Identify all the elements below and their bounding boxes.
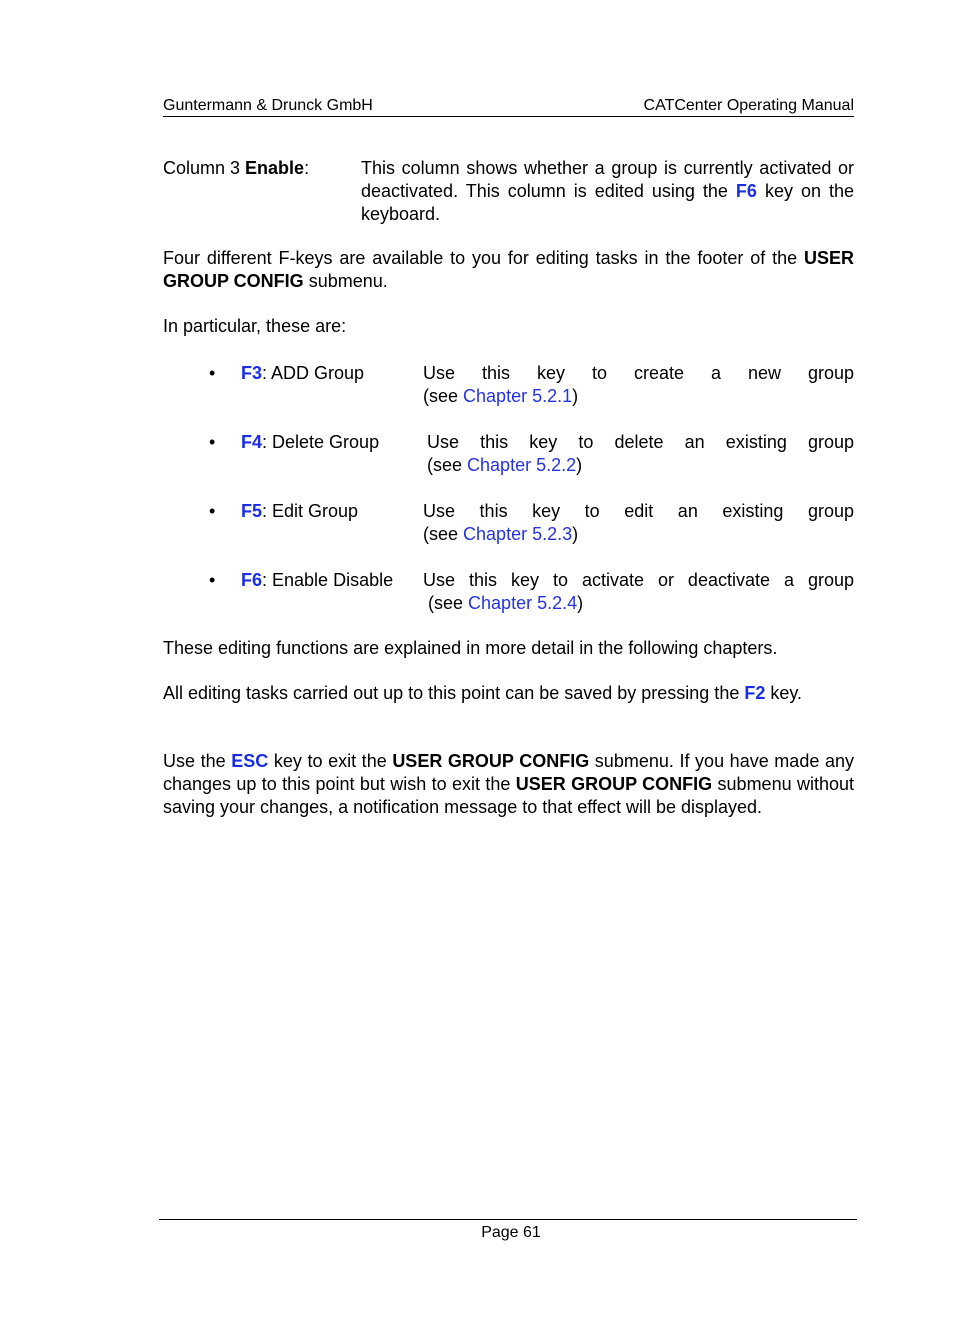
see-prefix: (see <box>423 524 464 544</box>
header-company: Guntermann & Drunck GmbH <box>163 97 373 114</box>
fkeys-text: Four different F-keys are available to you for editing tasks in the footer of the <box>163 248 804 268</box>
see-prefix: (see <box>427 455 468 475</box>
page-header <box>163 96 854 117</box>
bullet-label <box>241 431 379 454</box>
fkeys-paragraph <box>163 247 854 293</box>
bullet-label-text: : Delete Group <box>262 432 380 452</box>
chapter-link[interactable]: Chapter 5.2.4 <box>468 593 578 613</box>
esc-paragraph <box>163 750 854 819</box>
bullet-see <box>423 592 854 615</box>
bullet-label <box>241 569 393 592</box>
bullet-description <box>427 431 854 477</box>
f4-key: F4 <box>241 432 263 452</box>
bullet-see <box>427 454 854 477</box>
bullet-description <box>423 500 854 546</box>
bullet-desc-text: Use this key to delete an existing group <box>427 432 854 452</box>
bullet-label <box>241 362 364 385</box>
esc-text-1: Use the <box>163 751 232 771</box>
save-text-tail: key. <box>765 683 803 703</box>
f6-key-ref: F6 <box>735 181 757 201</box>
esc-text-3: submenu. If you have made any changes up to this point but wish to exit the <box>163 751 854 794</box>
bullet-icon: • <box>209 363 216 383</box>
chapter-link[interactable]: Chapter 5.2.1 <box>463 386 573 406</box>
see-suffix: ) <box>576 455 583 475</box>
fkeys-menu-name: USER GROUP CONFIG <box>163 248 854 291</box>
bullet-icon: • <box>209 570 216 590</box>
save-paragraph <box>163 682 854 705</box>
bullet-desc-text: Use this key to edit an existing group <box>423 501 854 521</box>
save-text: All editing tasks carried out up to this point can be saved by pressing the <box>163 683 745 703</box>
bullet-label-text: : Enable Disable <box>262 570 394 590</box>
header-manual-title: CATCenter Operating Manual <box>643 97 854 114</box>
esc-menu-name-2: USER GROUP CONFIG <box>515 774 713 794</box>
f6-key: F6 <box>241 570 263 590</box>
esc-key-ref: ESC <box>231 751 269 771</box>
column3-label-bold: Enable <box>245 158 305 178</box>
column3-label-suffix: : <box>304 158 310 178</box>
bullet-label-text: : Edit Group <box>262 501 359 521</box>
bullet-description <box>423 569 854 615</box>
see-suffix: ) <box>572 386 579 406</box>
f5-key: F5 <box>241 501 263 521</box>
bullet-desc-text: Use this key to activate or deactivate a group <box>423 570 854 590</box>
bullet-see <box>423 385 854 408</box>
column3-desc-text: This column shows whether a group is currently activated or deactivated. This column is edited using the <box>361 158 854 201</box>
see-prefix: (see <box>423 386 464 406</box>
explained-paragraph: These editing functions are explained in more detail in the following chapters. <box>163 638 778 658</box>
page-number: Page 61 <box>481 1224 541 1241</box>
chapter-link[interactable]: Chapter 5.2.3 <box>463 524 573 544</box>
bullet-label <box>241 500 358 523</box>
f2-key-ref: F2 <box>744 683 766 703</box>
esc-text-4: submenu without saving your changes, a notification message to that effect will be displayed. <box>163 774 854 817</box>
see-suffix: ) <box>572 524 579 544</box>
see-prefix: (see <box>428 593 469 613</box>
column3-label-prefix: Column 3 <box>163 158 246 178</box>
fkeys-text-tail: submenu. <box>303 271 388 291</box>
column3-description <box>361 157 854 226</box>
f3-key: F3 <box>241 363 263 383</box>
esc-text-2: key to exit the <box>268 751 393 771</box>
column3-desc-tail: key on the keyboard. <box>361 181 855 224</box>
bullet-icon: • <box>209 501 216 521</box>
particular-paragraph: In particular, these are: <box>163 316 347 336</box>
chapter-link[interactable]: Chapter 5.2.2 <box>467 455 577 475</box>
column3-label <box>163 157 309 180</box>
bullet-desc-text: Use this key to create a new group <box>423 363 854 383</box>
bullet-label-text: : ADD Group <box>262 363 365 383</box>
esc-menu-name-1: USER GROUP CONFIG <box>392 751 590 771</box>
bullet-icon: • <box>209 432 216 452</box>
bullet-see <box>423 523 854 546</box>
see-suffix: ) <box>577 593 584 613</box>
bullet-description <box>423 362 854 408</box>
footer-divider <box>159 1219 857 1220</box>
